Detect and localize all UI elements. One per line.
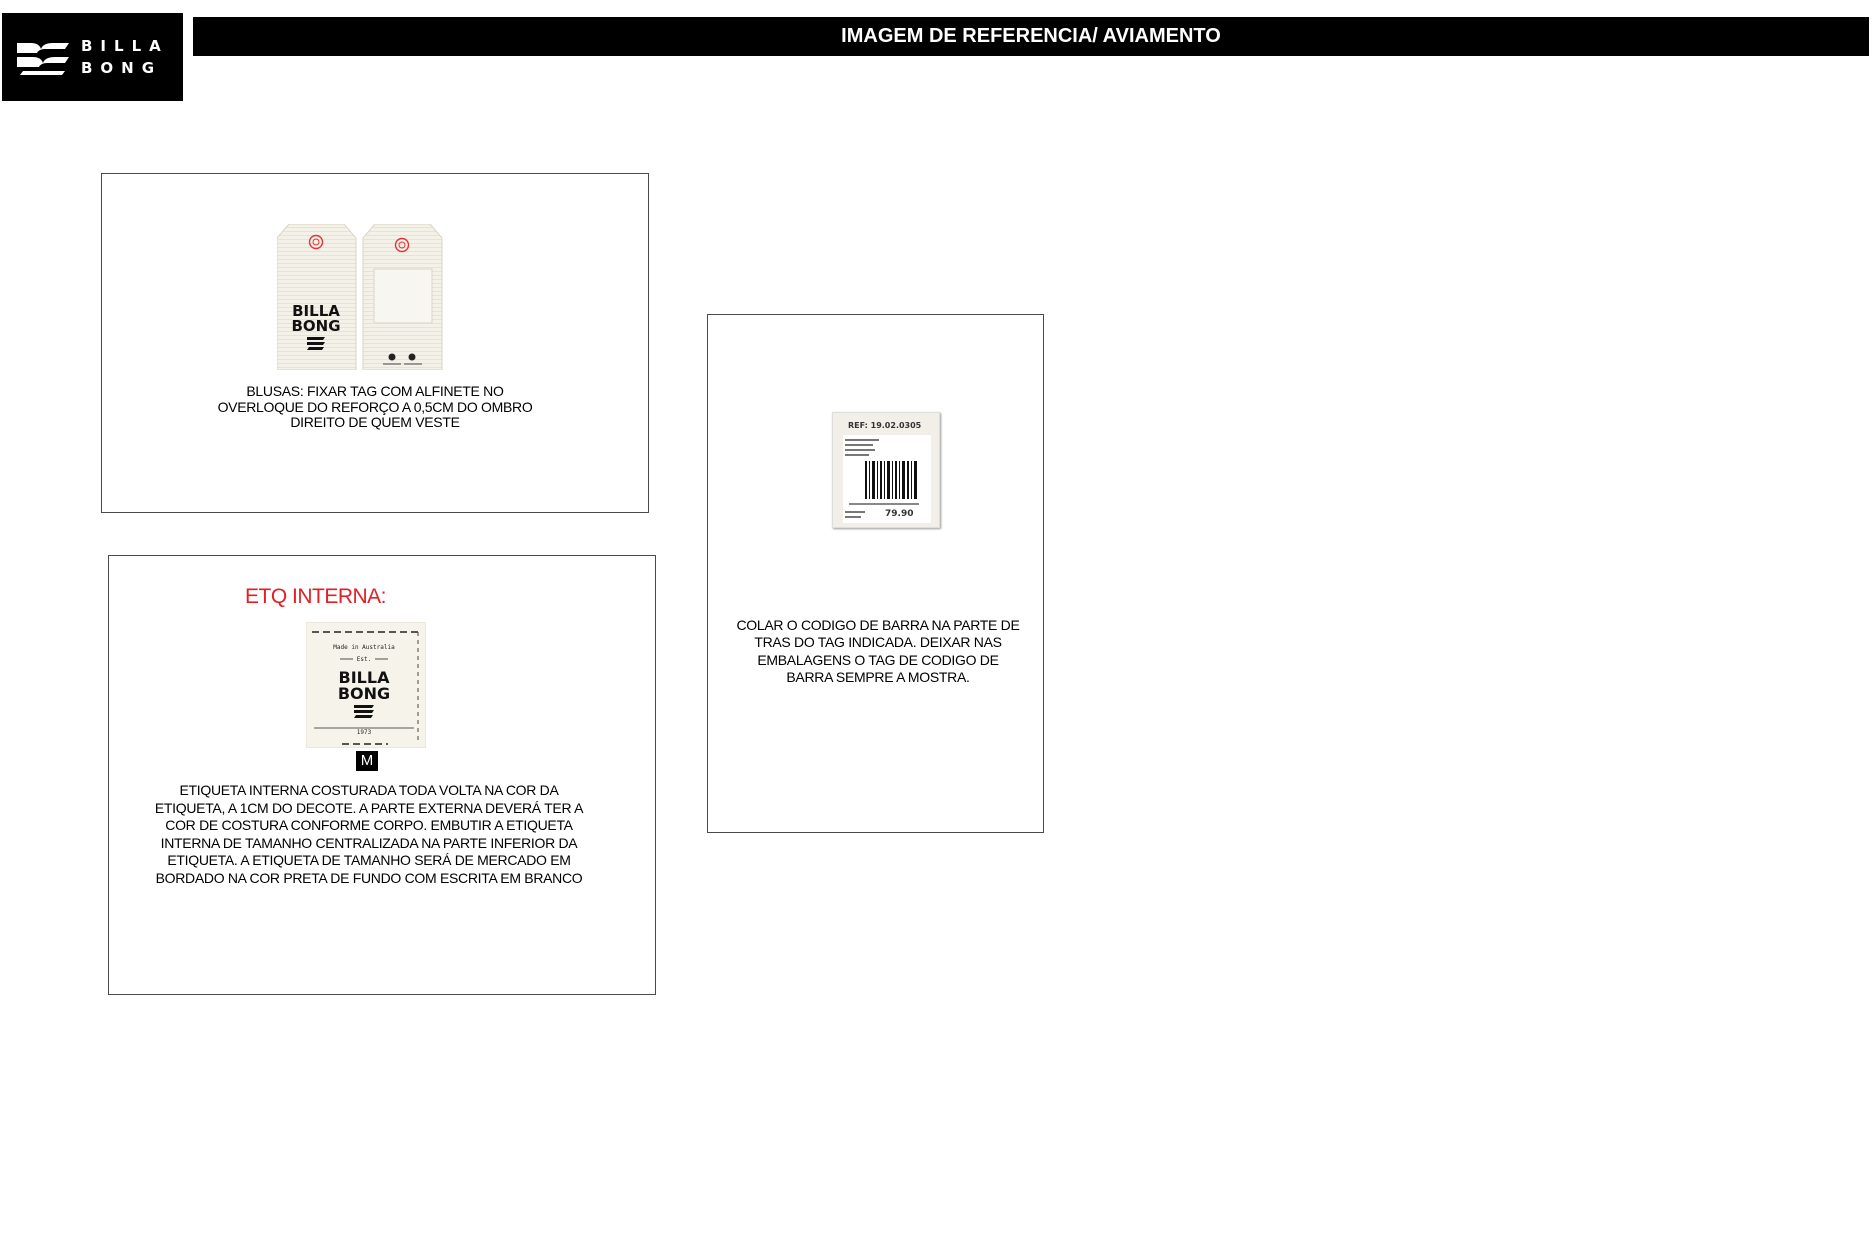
internal-label-caption: ETIQUETA INTERNA COSTURADA TODA VOLTA NA COR DA ETIQUETA, A 1CM DO DECOTE. A PARTE EXTERNA DEVERÁ TER A COR DE COSTURA CONFORME CORPO. EMBUTIR A ETIQUETA INTERNA DE TAMANHO CENTRALIZADA NA PARTE INFERIOR DA ETIQUETA. A ETIQUETA DE TAMANHO SERÁ DE MERCADO EM BORDADO NA COR PRETA DE FUNDO COM ESCRITA EM BRANCO xyxy=(154,782,584,886)
logo-wordmark xyxy=(81,35,169,79)
brand-logo xyxy=(2,13,183,101)
label-wave-icon xyxy=(354,705,374,718)
label-year-text: 1973 xyxy=(356,729,372,736)
barcode-caption: COLAR O CODIGO DE BARRA NA PARTE DE TRAS DO TAG INDICADA. DEIXAR NAS EMBALAGENS O TAG DE CODIGO DE BARRA SEMPRE A MOSTRA. xyxy=(736,617,1020,685)
hangtag-pair-image xyxy=(277,224,444,370)
hangtag-brand-line-2: BONG xyxy=(291,317,341,335)
size-label-badge: M xyxy=(356,751,378,771)
barcode-tag-image xyxy=(832,412,940,528)
internal-label-image xyxy=(306,622,426,748)
logo-line-2: BONG xyxy=(81,59,163,77)
barcode-panel xyxy=(707,314,1044,833)
label-brand-line-2: BONG xyxy=(337,684,391,703)
wave-logo-icon xyxy=(15,37,71,77)
page-title: IMAGEM DE REFERENCIA/ AVIAMENTO xyxy=(193,17,1869,56)
hangtag-caption: BLUSAS: FIXAR TAG COM ALFINETE NO OVERLOQUE DO REFORÇO A 0,5CM DO OMBRO DIREITO DE QUEM VESTE xyxy=(217,383,533,430)
logo-line-1: BILLA xyxy=(81,37,169,55)
barcode-ref-text: REF: 19.02.0305 xyxy=(848,421,922,430)
label-brand-line-1: BILLA xyxy=(338,668,390,687)
internal-label-panel xyxy=(108,555,656,995)
barcode-price-text: 79.90 xyxy=(885,509,914,519)
label-est-text: Est. xyxy=(356,656,372,663)
hangtag-brand-line-1: BILLA xyxy=(292,302,340,320)
label-origin-text: Made in Australia xyxy=(333,644,395,651)
internal-label-title: ETQ INTERNA: xyxy=(245,585,387,608)
hangtag-wave-icon xyxy=(307,337,325,350)
hangtag-panel xyxy=(101,173,649,513)
